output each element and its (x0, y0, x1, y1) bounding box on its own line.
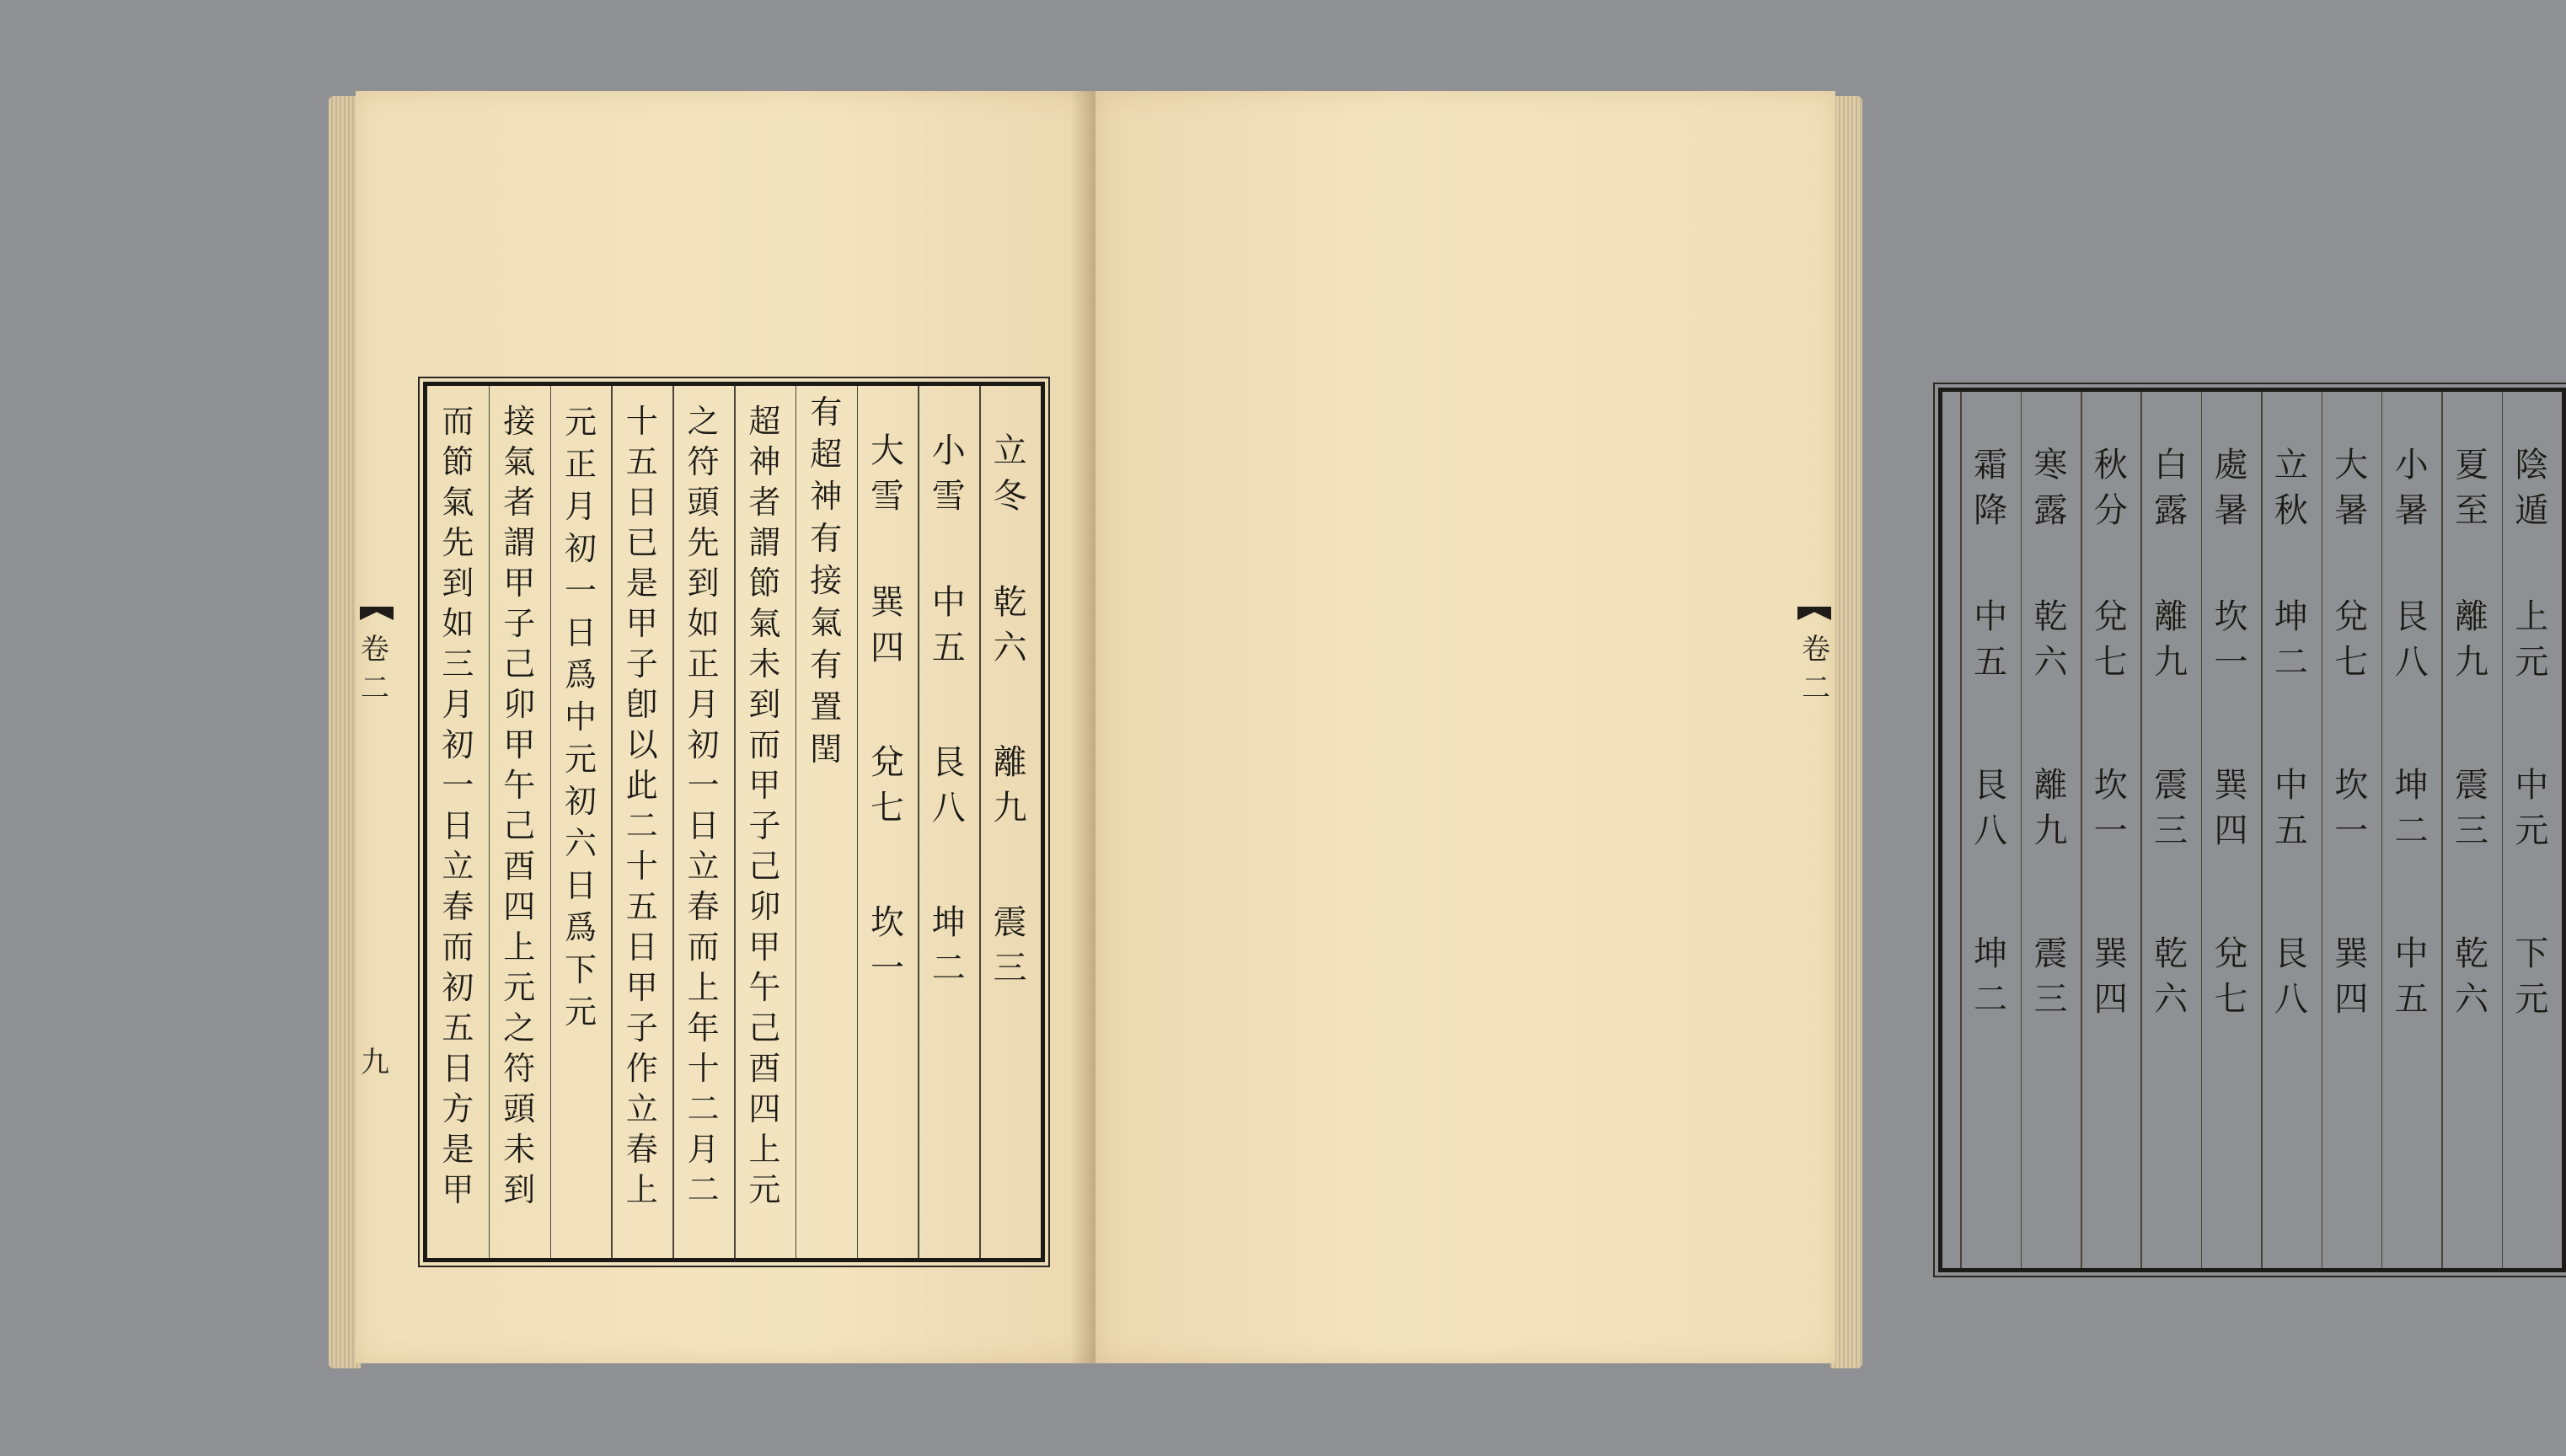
table-cell-lower: 艮 八 (2274, 934, 2308, 1019)
header-cell-upper: 上 元 (2515, 597, 2549, 682)
table-cell-term: 寒 露 (2033, 446, 2068, 530)
fish-tail-mark (360, 607, 394, 620)
table-cell-middle: 坎 一 (2334, 766, 2369, 850)
table-cell-lower: 震 三 (2033, 934, 2068, 1019)
right-folio-title: 卷 二 (1802, 633, 1830, 705)
table-cell-middle: 坎 一 (2093, 766, 2128, 850)
table-cell-term: 小 雪 (931, 431, 966, 516)
table-cell-term: 大 暑 (2334, 446, 2369, 530)
table-cell-middle: 中 五 (2274, 766, 2308, 850)
table-cell-lower: 中 五 (2394, 934, 2429, 1019)
text-column: 元 正 月 初 一 日 爲 中 元 初 六 日 爲 下 元 (564, 404, 597, 1030)
right-printed-frame (1938, 388, 2566, 1272)
table-cell-upper: 中 五 (1974, 597, 2008, 682)
table-cell-term: 立 秋 (2274, 446, 2308, 530)
table-cell-upper: 中 五 (931, 583, 966, 667)
table-cell-lower: 乾 六 (2154, 934, 2188, 1019)
table-cell-upper: 兌 七 (2093, 597, 2128, 682)
text-column: 而 節 氣 先 到 如 三 月 初 一 日 立 春 而 初 五 日 方 是 甲 (442, 403, 474, 1208)
text-column: 接 氣 者 謂 甲 子 己 卯 甲 午 己 酉 四 上 元 之 符 頭 未 到 (503, 403, 536, 1208)
table-cell-upper: 兌 七 (2334, 597, 2369, 682)
right-page (1096, 91, 2549, 1363)
table-cell-lower: 坎 一 (870, 903, 904, 988)
table-cell-middle: 兌 七 (870, 743, 904, 827)
table-cell-middle: 艮 八 (931, 743, 966, 827)
table-cell-upper: 坎 一 (2214, 597, 2248, 682)
header-cell-lower: 下 元 (2515, 934, 2549, 1019)
table-cell-term: 白 露 (2154, 446, 2188, 530)
table-cell-middle: 艮 八 (1974, 766, 2008, 850)
text-column: 之 符 頭 先 到 如 正 月 初 一 日 立 春 而 上 年 十 二 月 二 (687, 403, 720, 1208)
header-cell-middle: 中 元 (2515, 766, 2549, 850)
table-cell-middle: 離 九 (993, 743, 1027, 827)
open-book (329, 84, 2549, 1365)
table-cell-upper: 巽 四 (870, 583, 904, 667)
table-cell-term: 立 冬 (993, 431, 1027, 516)
table-cell-term: 處 暑 (2214, 446, 2248, 530)
table-cell-term: 小 暑 (2394, 446, 2429, 530)
table-cell-upper: 離 九 (2454, 597, 2488, 682)
table-cell-upper: 坤 二 (2274, 597, 2308, 682)
left-printed-frame (423, 382, 1045, 1262)
table-cell-middle: 震 三 (2454, 766, 2488, 850)
table-cell-middle: 巽 四 (2214, 766, 2248, 850)
table-cell-lower: 坤 二 (1974, 934, 2008, 1019)
table-cell-term: 大 雪 (870, 431, 904, 516)
left-page-number: 九 (361, 1046, 389, 1079)
table-cell-lower: 巽 四 (2093, 934, 2128, 1019)
table-cell-lower: 坤 二 (931, 903, 966, 988)
fish-tail-mark (1797, 607, 1831, 620)
table-cell-middle: 坤 二 (2394, 766, 2429, 850)
table-cell-upper: 艮 八 (2394, 597, 2429, 682)
table-cell-lower: 乾 六 (2454, 934, 2488, 1019)
text-column: 十 五 日 已 是 甲 子 卽 以 此 二 十 五 日 甲 子 作 立 春 上 (625, 403, 658, 1208)
table-cell-term: 秋 分 (2093, 446, 2128, 530)
table-cell-lower: 兌 七 (2214, 934, 2248, 1019)
table-cell-middle: 離 九 (2033, 766, 2068, 850)
table-cell-upper: 離 九 (2154, 597, 2188, 682)
table-cell-lower: 巽 四 (2334, 934, 2369, 1019)
left-folio-title: 卷 二 (361, 633, 389, 705)
table-cell-term: 夏 至 (2454, 446, 2488, 530)
table-cell-upper: 乾 六 (993, 583, 1027, 667)
header-cell-term: 陰 遁 (2515, 446, 2549, 530)
left-page (356, 91, 1096, 1363)
table-cell-term: 霜 降 (1974, 446, 2008, 530)
table-cell-middle: 震 三 (2154, 766, 2188, 850)
table-cell-upper: 乾 六 (2033, 597, 2068, 682)
table-cell-lower: 震 三 (993, 903, 1027, 988)
text-column: 超 神 者 謂 節 氣 未 到 而 甲 子 己 卯 甲 午 己 酉 四 上 元 (748, 403, 781, 1208)
text-column: 有 超 神 有 接 氣 有 置 閏 (810, 393, 843, 768)
